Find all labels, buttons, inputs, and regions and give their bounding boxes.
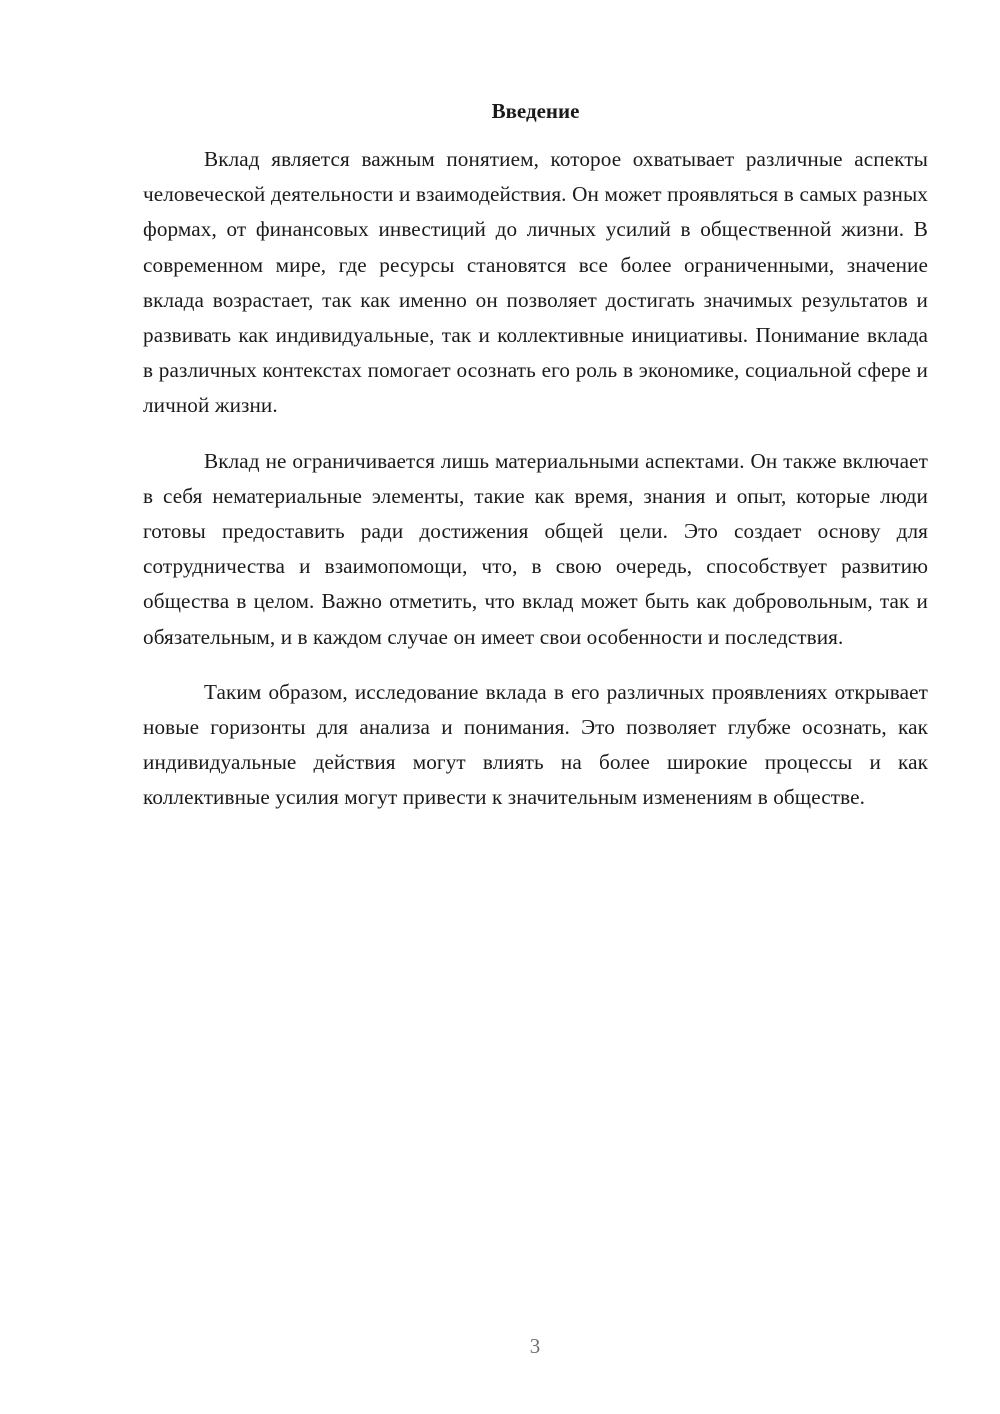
paragraph: Вклад является важным понятием, которое охватывает различные аспекты человеческой деятельности и взаимодействия. Он может проявляться в самых разных формах, от финансовых инвестиций до личных усилий в общественной жизни. В современном мире, где ресурсы становятся все более ограниченными, значение вклада возрастает, так как именно он позволяет достигать значимых результатов и развивать как индивидуальные, так и коллективные инициативы. Понимание вклада в различных контекстах помогает осознать его роль в экономике, социальной сфере и личной жизни.	[143, 147, 928, 418]
page-number: 3	[529, 1334, 541, 1358]
body-text	[143, 142, 928, 836]
section-heading: Введение	[491, 99, 580, 123]
paragraph: Вклад не ограничивается лишь материальными аспектами. Он также включает в себя нематериальные элементы, такие как время, знания и опыт, которые люди готовы предоставить ради достижения общей цели. Это создает основу для сотрудничества и взаимопомощи, что, в свою очередь, способствует развитию общества в целом. Важно отметить, что вклад может быть как добровольным, так и обязательным, и в каждом случае он имеет свои особенности и последствия.	[143, 448, 928, 649]
paragraph: Таким образом, исследование вклада в его различных проявлениях открывает новые горизонты для анализа и понимания. Это позволяет глубже осознать, как индивидуальные действия могут влиять на более широкие процессы и как коллективные усилия могут привести к значительным изменениям в обществе.	[143, 679, 928, 810]
